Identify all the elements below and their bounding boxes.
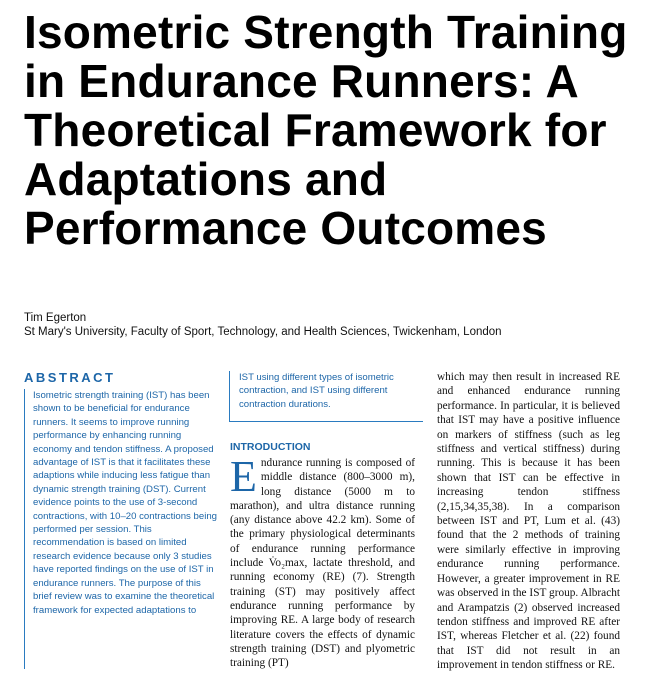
introduction-heading: INTRODUCTION <box>230 441 311 453</box>
introduction-paragraph: ndurance running is composed of middle distance (800–3000 m), long distance (5000 m to marathon), and ultra distance running (any distance above 42.2 km). Some of the primary physiological determinants of endurance running performance include V̇o₂max, lactate threshold, and running economy (RE) (7). Strength training (ST) may positively affect endurance running performance by improving RE. A large body of research literature covers the effects of dynamic strength training (DST) and plyometric training (PT) <box>230 457 415 670</box>
abstract-text-left <box>24 389 221 669</box>
drop-cap: E <box>230 452 257 501</box>
author-affiliation: St Mary's University, Faculty of Sport, Technology, and Health Sciences, Twickenham, London <box>24 326 502 338</box>
body-paragraph: which may then result in increased RE and enhanced endurance running performance. In particular, it is believed that IST may have a positive influence on markers of stiffness (such as leg stiffness and vertical stiffness) during running. This is because it has been shown that IST can be effective in increasing tendon stiffness (2,15,34,35,38). In a comparison between IST and PT, Lum et al. (43) found that the 2 methods of training were similarly effective in improving endurance running performance. However, a greater improvement in RE was observed in the IST group. Albracht and Arampatzis (2) observed increased tendon stiffness and improved RE after IST, whereas Fletcher et al. (22) found that IST did not result in an improvement in tendon stiffness or RE. <box>437 371 620 672</box>
article-title: Isometric Strength Training in Endurance Runners: A Theoretical Framework for Adaptations and Performance Outcomes <box>24 6 628 254</box>
introduction-column <box>230 452 415 670</box>
author-name: Tim Egerton <box>24 312 87 324</box>
abstract-paragraph-left: Isometric strength training (IST) has been shown to be beneficial for endurance runners. It seems to improve running performance by enhancing running economy and tendon stiffness. A proposed advantage of IST is that it facilitates these adaptions while inducing less fatigue than dynamic strength training (DST). Current evidence points to the use of 3-second contractions, with 10–20 contractions being performed per session. This recommendation is based on limited research evidence because only 3 studies have reported findings on the use of IST in endurance runners. The purpose of this brief review was to examine the theoretical framework for expected adaptations to <box>33 390 217 616</box>
body-column-right <box>437 370 620 673</box>
abstract-text-right <box>229 371 423 422</box>
author-block <box>24 311 644 339</box>
abstract-paragraph-right: IST using different types of isometric contraction, and IST using different contraction durations. <box>239 372 394 410</box>
abstract-heading: ABSTRACT <box>24 370 116 385</box>
